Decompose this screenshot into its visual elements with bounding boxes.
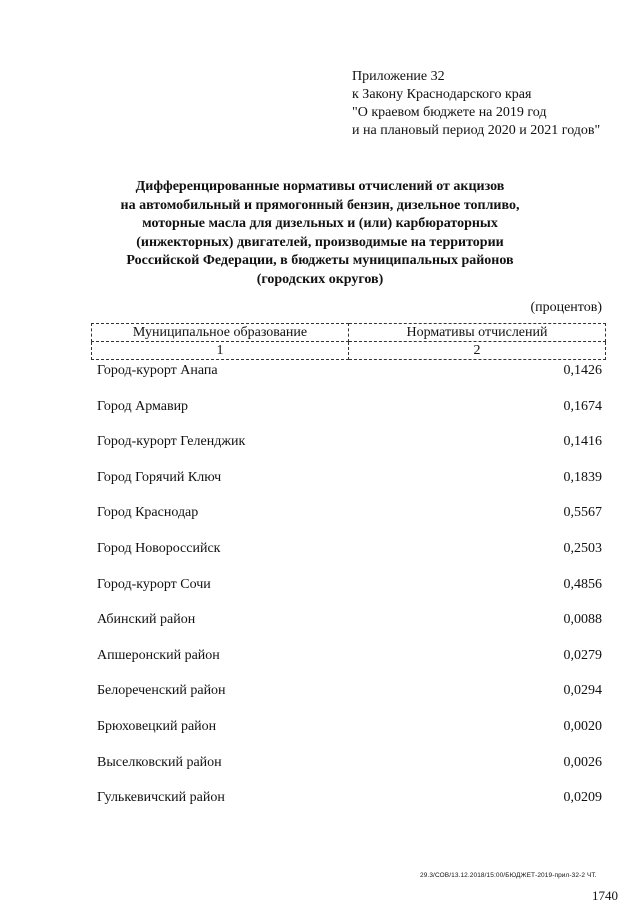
table-row	[97, 504, 602, 540]
table-row	[97, 611, 602, 647]
municipality-name: Апшеронский район	[97, 647, 220, 663]
title-line: моторные масла для дизельных и (или) карбюраторных	[142, 216, 498, 231]
title-line: Дифференцированные нормативы отчислений от акцизов	[135, 179, 505, 194]
table-row	[97, 433, 602, 469]
table-header	[91, 323, 606, 360]
table-row	[97, 398, 602, 434]
rate-value: 0,5567	[563, 505, 602, 521]
title-line: (инжекторных) двигателей, производимые на территории	[136, 234, 504, 250]
rate-value: 0,0279	[563, 647, 602, 663]
rate-value: 0,0088	[563, 612, 602, 628]
column-number-1: 1	[92, 342, 349, 360]
table-row	[97, 576, 602, 612]
table-row	[97, 718, 602, 754]
rate-value: 0,4856	[563, 576, 602, 592]
rate-value: 0,1674	[563, 398, 602, 414]
appendix-line: и на плановый период 2020 и 2021 годов"	[352, 123, 601, 138]
page-number: 1740	[592, 888, 618, 903]
municipality-name: Город-курорт Сочи	[97, 576, 211, 592]
rate-value: 0,1416	[563, 434, 602, 450]
header-rate: Нормативы отчислений	[349, 324, 606, 342]
rate-value: 0,1426	[563, 363, 602, 378]
municipality-name: Выселковский район	[97, 754, 222, 770]
municipality-name: Город Горячий Ключ	[97, 469, 222, 485]
municipality-name: Город-курорт Анапа	[97, 363, 218, 378]
appendix-line: Приложение 32	[352, 69, 445, 84]
table-row	[97, 540, 602, 576]
table-row	[97, 682, 602, 718]
municipality-name: Белореченский район	[97, 683, 226, 699]
municipality-name: Город Краснодар	[97, 505, 199, 521]
municipality-name: Город Армавир	[97, 398, 189, 414]
column-number-2: 2	[349, 342, 606, 360]
table-row	[97, 362, 602, 398]
column-number-row	[92, 342, 606, 360]
header-row	[92, 324, 606, 342]
appendix-line: к Закону Краснодарского края	[352, 87, 532, 102]
table-row	[97, 647, 602, 683]
rate-value: 0,0209	[563, 790, 602, 806]
rate-value: 0,1839	[563, 469, 602, 485]
rate-value: 0,0020	[563, 718, 602, 734]
title-line: (городских округов)	[256, 271, 384, 287]
table-row	[97, 789, 602, 825]
table-row	[97, 469, 602, 505]
municipality-name: Брюховецкий район	[97, 718, 217, 734]
appendix-heading	[352, 68, 600, 140]
municipality-name: Абинский район	[97, 612, 196, 628]
table-body	[97, 362, 602, 825]
rate-value: 0,2503	[563, 540, 602, 556]
rate-value: 0,0026	[563, 754, 602, 770]
municipality-name: Город-курорт Геленджик	[97, 434, 246, 450]
municipality-name: Город Новороссийск	[97, 540, 221, 556]
table-row	[97, 754, 602, 790]
unit-label: (процентов)	[530, 300, 602, 315]
document-title	[90, 178, 550, 289]
header-municipality: Муниципальное образование	[92, 324, 349, 342]
title-line: на автомобильный и прямогонный бензин, дизельное топливо,	[120, 197, 520, 213]
footer-code: 29.3/СОВ/13.12.2018/15:00/БЮДЖЕТ-2019-прил-32-2 ЧТ.	[420, 872, 597, 879]
municipality-name: Гулькевичский район	[97, 790, 225, 806]
appendix-line: "О краевом бюджете на 2019 год	[352, 105, 547, 120]
rate-value: 0,0294	[563, 683, 602, 699]
title-line: Российской Федерации, в бюджеты муниципальных районов	[126, 253, 514, 268]
